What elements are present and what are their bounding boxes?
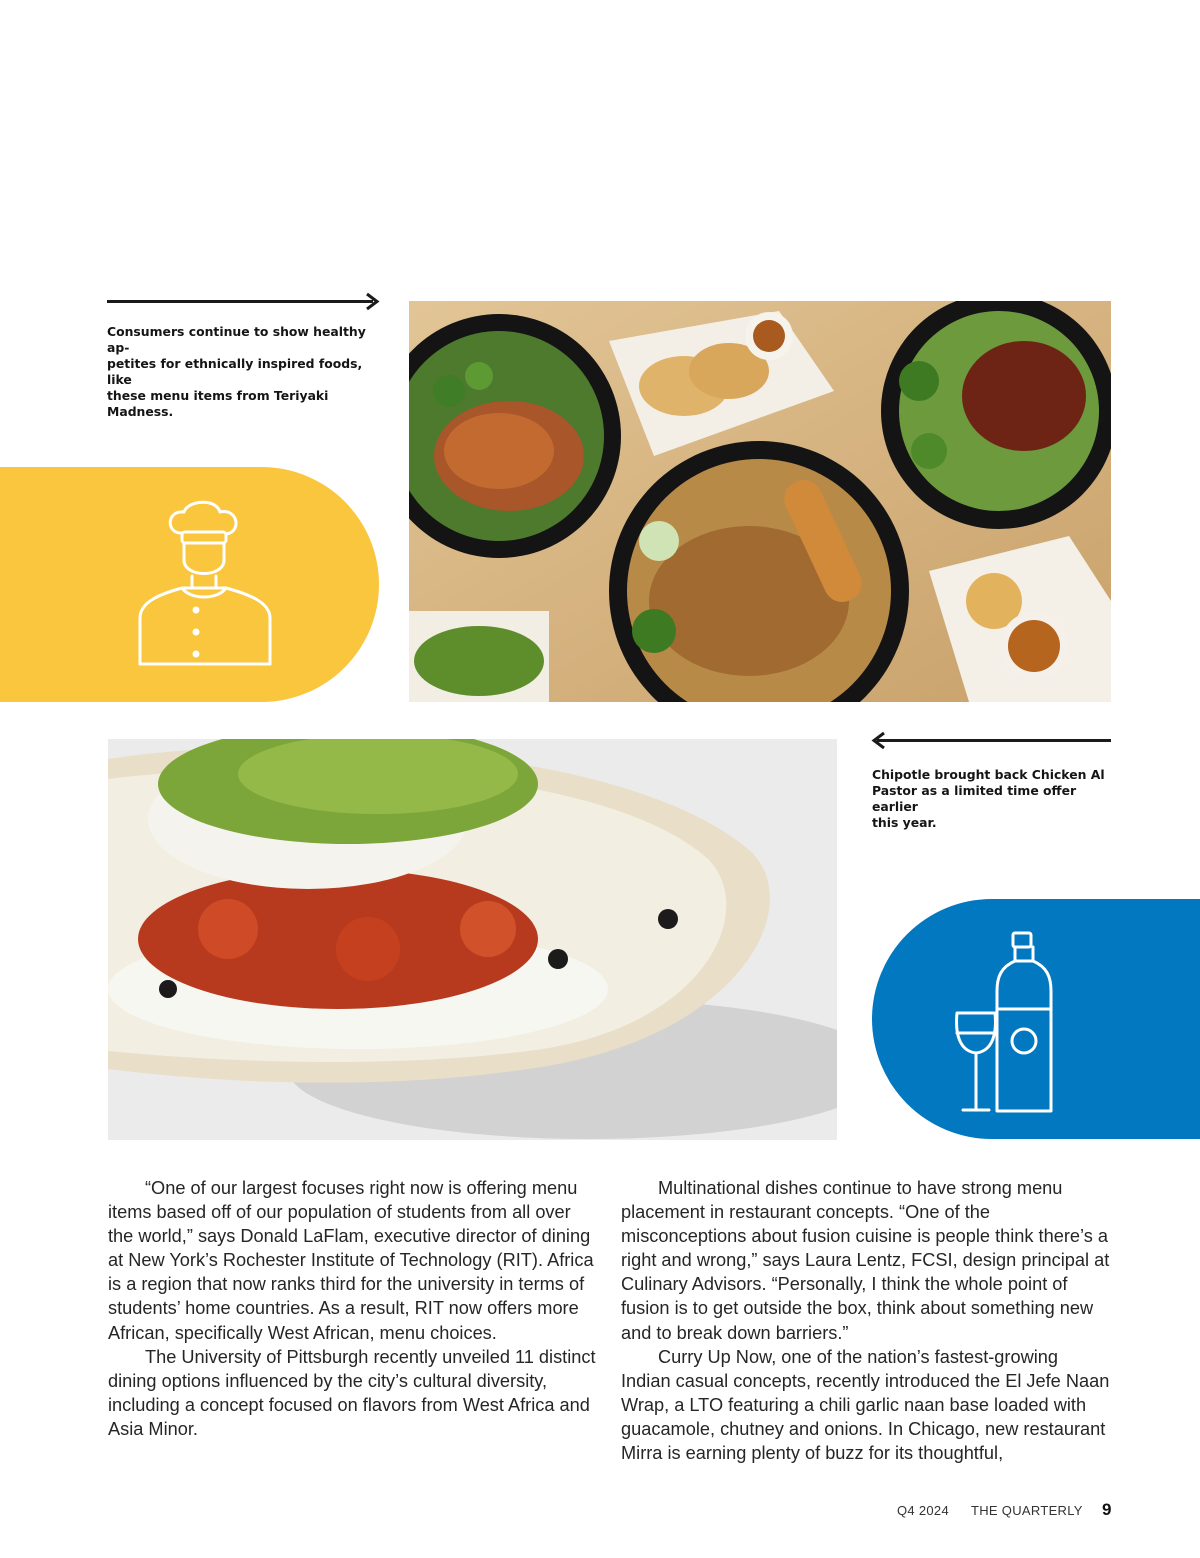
body-column-right <box>621 1176 1111 1465</box>
page-number: 9 <box>1102 1500 1112 1519</box>
body-paragraph: Multinational dishes continue to have strong menu placement in restaurant concepts. “One of the misconceptions about fusion cuisine is people think there’s a right and wrong,” says Laura Lentz, FCSI, design principal at Culinary Advisors. “Personally, I think the whole point of fusion is to get outside the box, think about something new and to break down barriers.” <box>621 1178 1110 1343</box>
footer-issue: Q4 2024 <box>897 1503 949 1518</box>
footer-publication: THE QUARTERLY <box>971 1503 1083 1518</box>
photo-chipotle-bowl <box>108 739 837 1140</box>
caption-teriyaki: Consumers continue to show healthy ap- petites for ethnically inspired foods, like these menu items from Teriyaki Madness. <box>107 324 366 419</box>
arrow-left-icon <box>871 731 887 750</box>
body-column-left <box>108 1176 598 1441</box>
arrow-right-icon <box>364 292 380 311</box>
body-paragraph: The University of Pittsburgh recently unveiled 11 distinct dining options influenced by the city’s cultural diversity, including a concept focused on flavors from West Africa and Asia Minor. <box>108 1346 596 1439</box>
chef-icon <box>130 496 280 671</box>
arrow-left-line <box>877 739 1111 742</box>
body-paragraph: “One of our largest focuses right now is offering menu items based off of our population of students from all over the world,” says Donald LaFlam, executive director of dining at New York’s Rochester Institute of Technology (RIT). Africa is a region that now ranks third for the university in terms of students’ home countries. As a result, RIT now offers more African, specifically West African, menu choices. <box>108 1178 594 1343</box>
wine-bottle-and-glass-icon <box>945 925 1065 1115</box>
arrow-right-line <box>107 300 373 303</box>
body-paragraph: Curry Up Now, one of the nation’s fastest-growing Indian casual concepts, recently introduced the El Jefe Naan Wrap, a LTO featuring a chili garlic naan base loaded with guacamole, chutney and onions. In Chicago, new restaurant Mirra is earning plenty of buzz for its thoughtful, <box>621 1346 1110 1464</box>
photo-teriyaki-madness <box>409 301 1111 702</box>
caption-chipotle: Chipotle brought back Chicken Al Pastor as a limited time offer earlier this year. <box>872 767 1105 830</box>
